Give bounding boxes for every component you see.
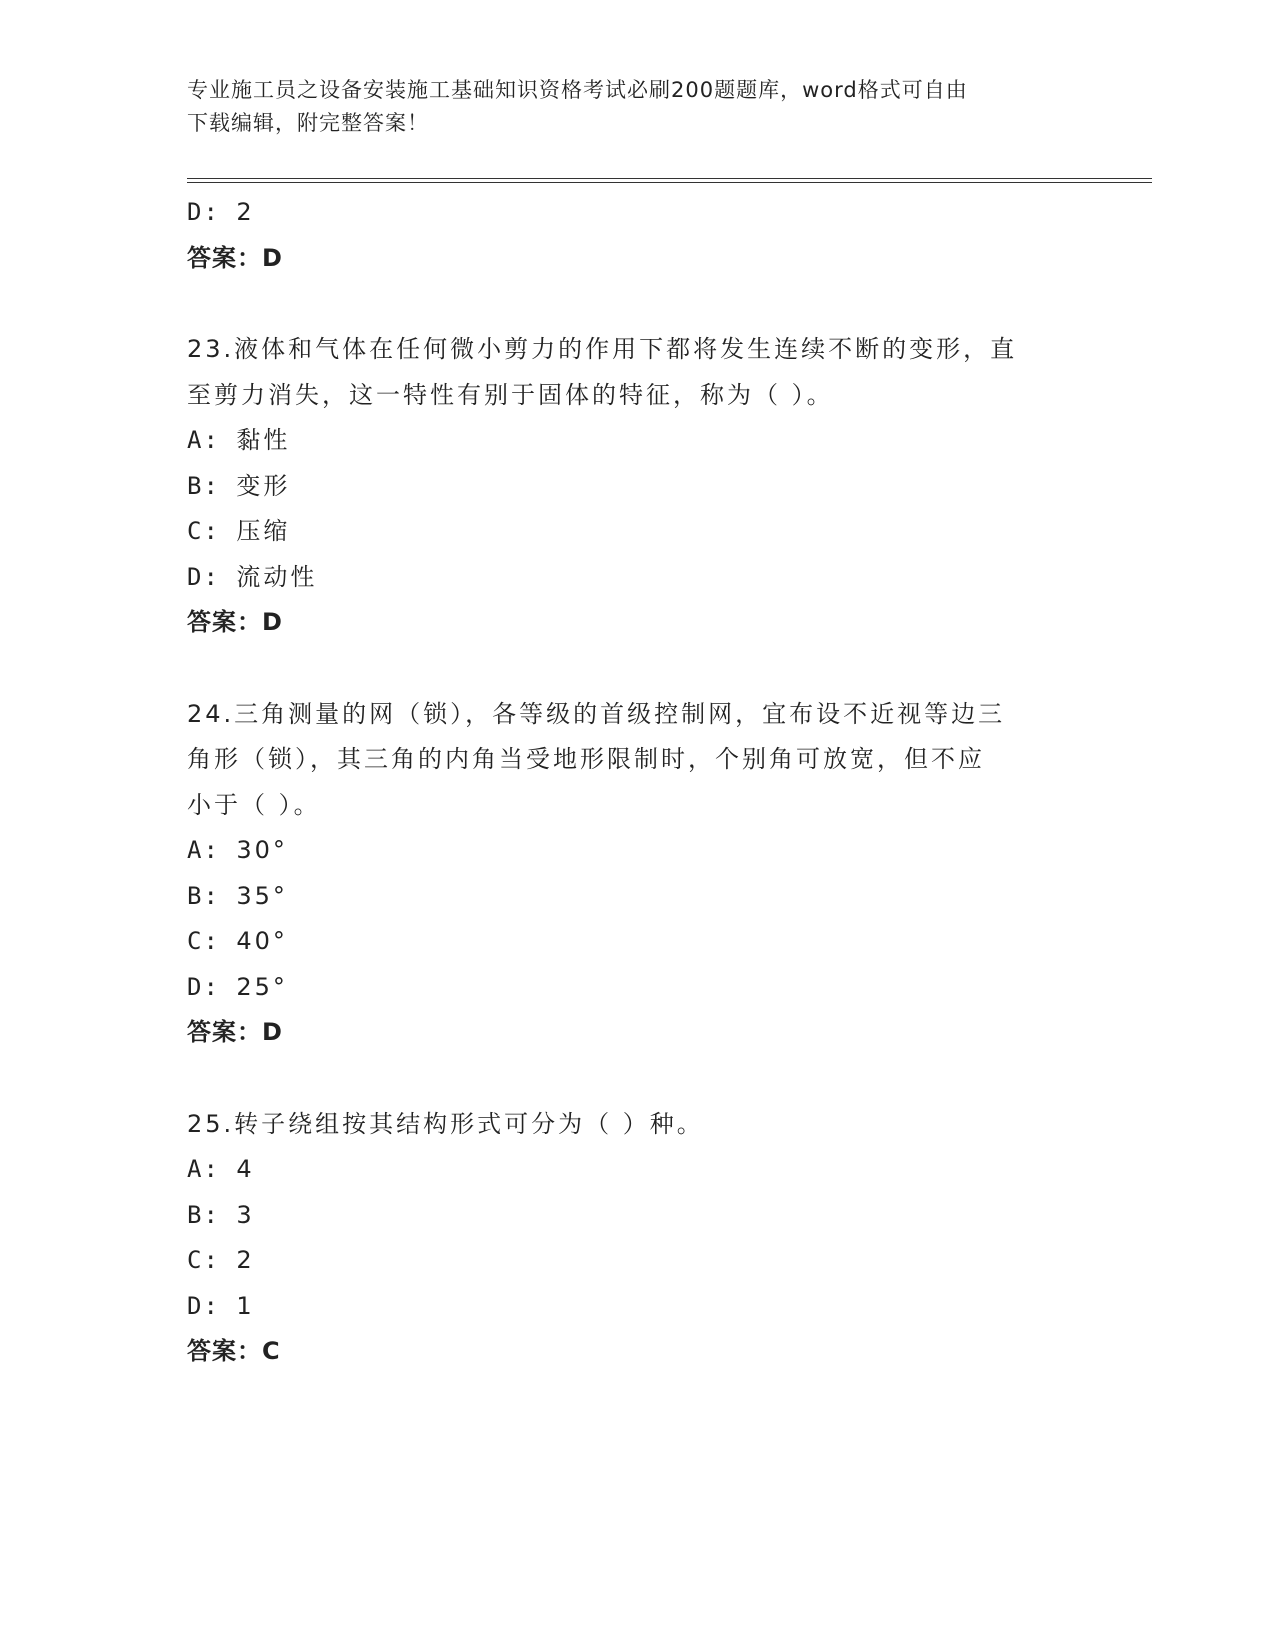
- option-key: A:: [187, 836, 220, 864]
- question-25: [187, 1102, 1087, 1375]
- option-c: [187, 1238, 1087, 1284]
- option-key: C:: [187, 927, 220, 955]
- option-key: D:: [187, 198, 220, 226]
- prev-answer: 答案：D: [187, 243, 283, 272]
- question-gap: [187, 646, 1087, 692]
- question-stem: [187, 1102, 1077, 1148]
- answer: 答案：D: [187, 1018, 283, 1046]
- header-title-line-2: 下载编辑，附完整答案！: [187, 111, 429, 135]
- option-text: 黏性: [236, 426, 291, 454]
- option-text: 流动性: [236, 562, 318, 591]
- question-stem-line: 23.液体和气体在任何微小剪力的作用下都将发生连续不断的变形，直: [187, 335, 1018, 363]
- option-key: B:: [187, 881, 220, 910]
- question-stem-line: 25.转子绕组按其结构形式可分为（ ）种。: [187, 1109, 704, 1138]
- option-key: C:: [187, 1246, 220, 1274]
- option-d: [187, 1284, 1087, 1330]
- question-stem-line: 角形（锁），其三角的内角当受地形限制时，个别角可放宽，但不应: [187, 745, 985, 773]
- header-title-line-1: 专业施工员之设备安装施工基础知识资格考试必刷200题题库，word格式可自由: [187, 78, 968, 102]
- header-divider-top: [187, 178, 1152, 179]
- question-stem: [187, 692, 1077, 829]
- option-text: 30°: [236, 836, 288, 864]
- question-gap: [187, 281, 1087, 327]
- option-key: C:: [187, 517, 220, 545]
- question-24: [187, 692, 1087, 1056]
- question-stem-line: 24.三角测量的网（锁），各等级的首级控制网，宜布设不近视等边三: [187, 699, 1006, 728]
- option-text: 25°: [236, 972, 288, 1001]
- option-d: [187, 555, 1087, 601]
- prev-option-d: [187, 190, 1087, 236]
- header-divider-bottom: [187, 182, 1152, 183]
- option-text: 4: [236, 1155, 255, 1183]
- option-text: 3: [236, 1200, 255, 1229]
- option-key: D:: [187, 1291, 220, 1320]
- option-key: A:: [187, 426, 220, 454]
- option-text: 变形: [236, 471, 291, 500]
- option-b: [187, 464, 1087, 510]
- option-text: 压缩: [236, 517, 291, 545]
- option-a: [187, 418, 1087, 464]
- option-c: [187, 919, 1087, 965]
- option-b: [187, 874, 1087, 920]
- option-key: D:: [187, 972, 220, 1001]
- question-stem-line: 至剪力消失，这一特性有别于固体的特征，称为（ ）。: [187, 380, 834, 409]
- option-a: [187, 1147, 1087, 1193]
- option-text: 2: [236, 198, 255, 226]
- option-b: [187, 1193, 1087, 1239]
- option-c: [187, 509, 1087, 555]
- option-text: 2: [236, 1246, 255, 1274]
- option-text: 1: [236, 1291, 255, 1320]
- question-23: [187, 327, 1087, 646]
- question-content: [187, 190, 1087, 1375]
- page-header: [187, 74, 1087, 140]
- option-text: 40°: [236, 927, 288, 955]
- question-gap: [187, 1056, 1087, 1102]
- option-text: 35°: [236, 881, 288, 910]
- answer: 答案：C: [187, 1337, 281, 1365]
- answer: 答案：D: [187, 608, 283, 636]
- option-a: [187, 828, 1087, 874]
- option-key: D:: [187, 562, 220, 591]
- option-d: [187, 965, 1087, 1011]
- option-key: B:: [187, 471, 220, 500]
- option-key: A:: [187, 1155, 220, 1183]
- option-key: B:: [187, 1200, 220, 1229]
- question-stem: [187, 327, 1077, 418]
- question-stem-line: 小于（ ）。: [187, 790, 321, 819]
